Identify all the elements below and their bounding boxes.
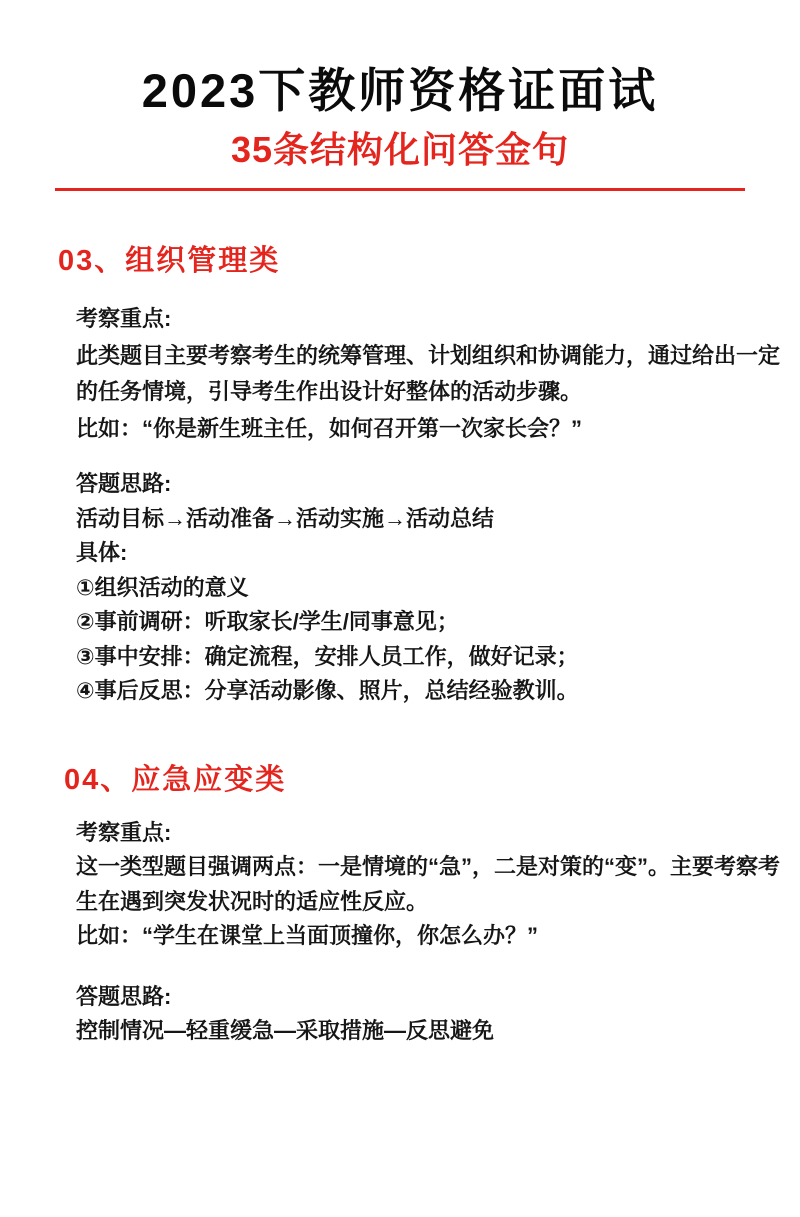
body-line: 比如：“你是新生班主任，如何召开第一次家长会？” (76, 415, 583, 441)
section-organization-management (0, 243, 800, 709)
body-line: 此类题目主要考察考生的统筹管理、计划组织和协调能力，通过给出一定 (76, 342, 781, 368)
body-line: 活动目标→活动准备→活动实施→活动总结 (76, 505, 495, 531)
body-line: ①组织活动的意义 (76, 574, 249, 600)
body-line: ④事后反思：分享活动影像、照片，总结经验教训。 (76, 678, 579, 703)
section-emergency-response (0, 762, 800, 1049)
body-line: 控制情况—轻重缓急—采取措施—反思避免 (76, 1018, 495, 1043)
body-line: 考察重点: (76, 306, 172, 331)
answer-approach-block-04 (76, 980, 760, 1049)
page-subtitle: 35条结构化问答金句 (230, 129, 570, 170)
body-line: 具体: (76, 540, 128, 565)
body-line: 这一类型题目强调两点：一是情境的“急”，二是对策的“变”。主要考察考 (76, 854, 781, 879)
section-heading-04: 04、应急应变类 (64, 763, 287, 796)
body-line: 生在遇到突发状况时的适应性反应。 (76, 888, 429, 914)
body-line: ②事前调研：听取家长/学生/同事意见； (76, 609, 459, 634)
exam-focus-block-04 (76, 816, 781, 954)
body-line: 答题思路: (76, 983, 172, 1009)
answer-approach-block-03 (76, 467, 760, 709)
body-line: 比如：“学生在课堂上当面顶撞你，你怎么办？” (76, 923, 539, 948)
body-line: 答题思路: (76, 471, 172, 496)
page-title: 2023下教师资格证面试 (141, 64, 659, 117)
title-divider (55, 188, 745, 191)
section-heading-03: 03、组织管理类 (58, 245, 281, 277)
body-line: 的任务情境，引导考生作出设计好整体的活动步骤。 (76, 379, 583, 404)
exam-focus-block-03 (76, 301, 781, 447)
body-line: ③事中安排：确定流程，安排人员工作，做好记录； (76, 643, 579, 669)
body-line: 考察重点: (76, 819, 172, 845)
